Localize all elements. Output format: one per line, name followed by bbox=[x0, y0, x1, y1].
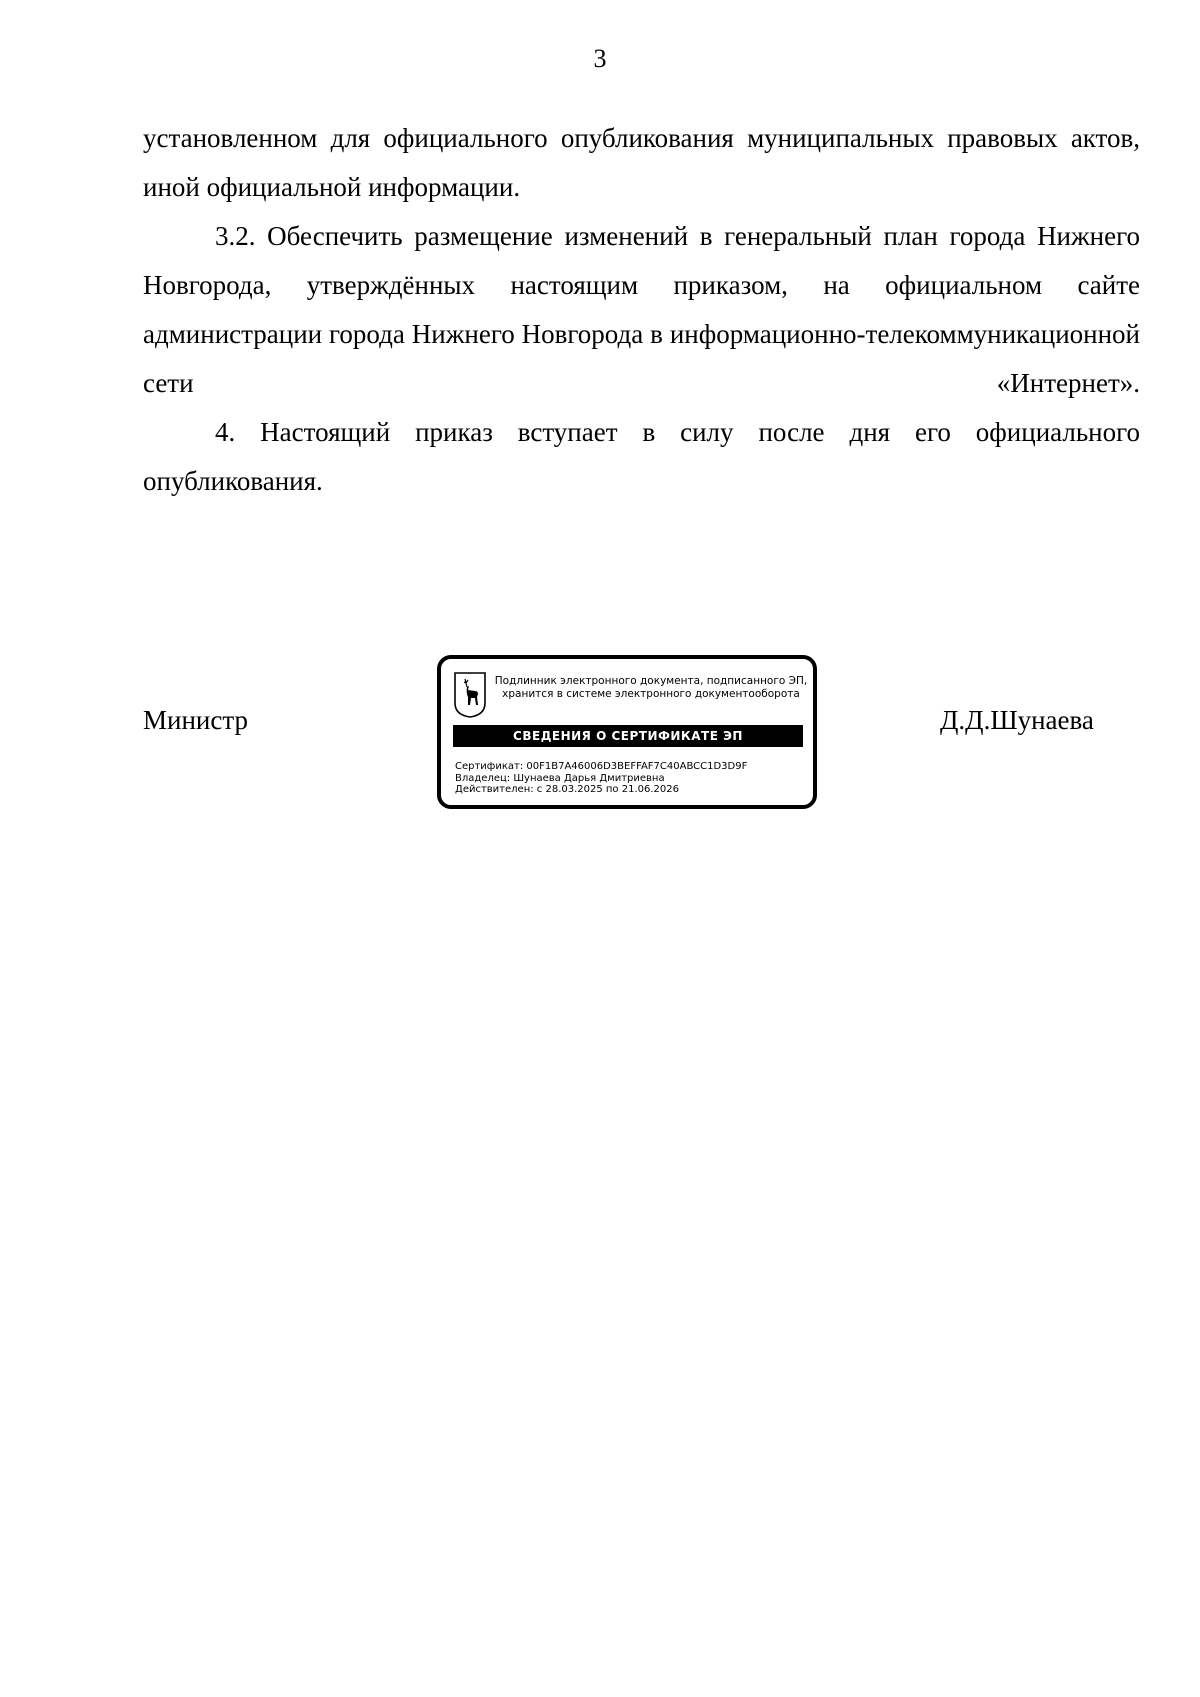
text-line: опубликования. bbox=[143, 466, 323, 496]
text-line: 4. Настоящий приказ вступает в силу после дня его официального bbox=[215, 417, 1140, 447]
stamp-notice bbox=[491, 675, 811, 701]
electronic-signature-stamp bbox=[437, 655, 817, 809]
text-line: установленном для официального опубликования муниципальных правовых bbox=[143, 123, 1058, 153]
signer-name: Д.Д.Шунаева bbox=[940, 705, 1094, 735]
document-body bbox=[143, 114, 1140, 506]
paragraph-3-2 bbox=[143, 212, 1140, 408]
certificate-validity: Действителен: с 28.03.2025 по 21.06.2026 bbox=[455, 784, 679, 795]
stamp-notice-line: Подлинник электронного документа, подписанного ЭП, bbox=[494, 675, 808, 687]
text-line: телекоммуникационной сети «Интернет». bbox=[143, 319, 1140, 398]
paragraph-4 bbox=[143, 408, 1140, 506]
text-line: актов, иной официальной информации. bbox=[143, 123, 1140, 202]
signer-title: Министр bbox=[143, 705, 248, 735]
certificate-owner: Владелец: Шунаева Дарья Дмитриевна bbox=[455, 772, 665, 784]
text-line: Нижнего Новгорода, утверждённых настоящим приказом, на официальном сайте bbox=[143, 221, 1140, 300]
text-line: 3.2. Обеспечить размещение изменений в генеральный план города bbox=[215, 221, 1026, 251]
paragraph-publication-continuation bbox=[143, 114, 1140, 212]
certificate-details bbox=[455, 761, 747, 796]
stamp-header: СВЕДЕНИЯ О СЕРТИФИКАТЕ ЭП bbox=[453, 725, 803, 747]
text-line: администрации города Нижнего Новгорода в информационно- bbox=[143, 319, 866, 349]
deer-emblem-icon bbox=[453, 671, 487, 719]
stamp-notice-line: хранится в системе электронного документооборота bbox=[502, 688, 800, 700]
certificate-number: Сертификат: 00F1B7A46006D3BEFFAF7C40ABCC1D3D9F bbox=[455, 761, 748, 772]
page-number: 3 bbox=[593, 44, 607, 73]
